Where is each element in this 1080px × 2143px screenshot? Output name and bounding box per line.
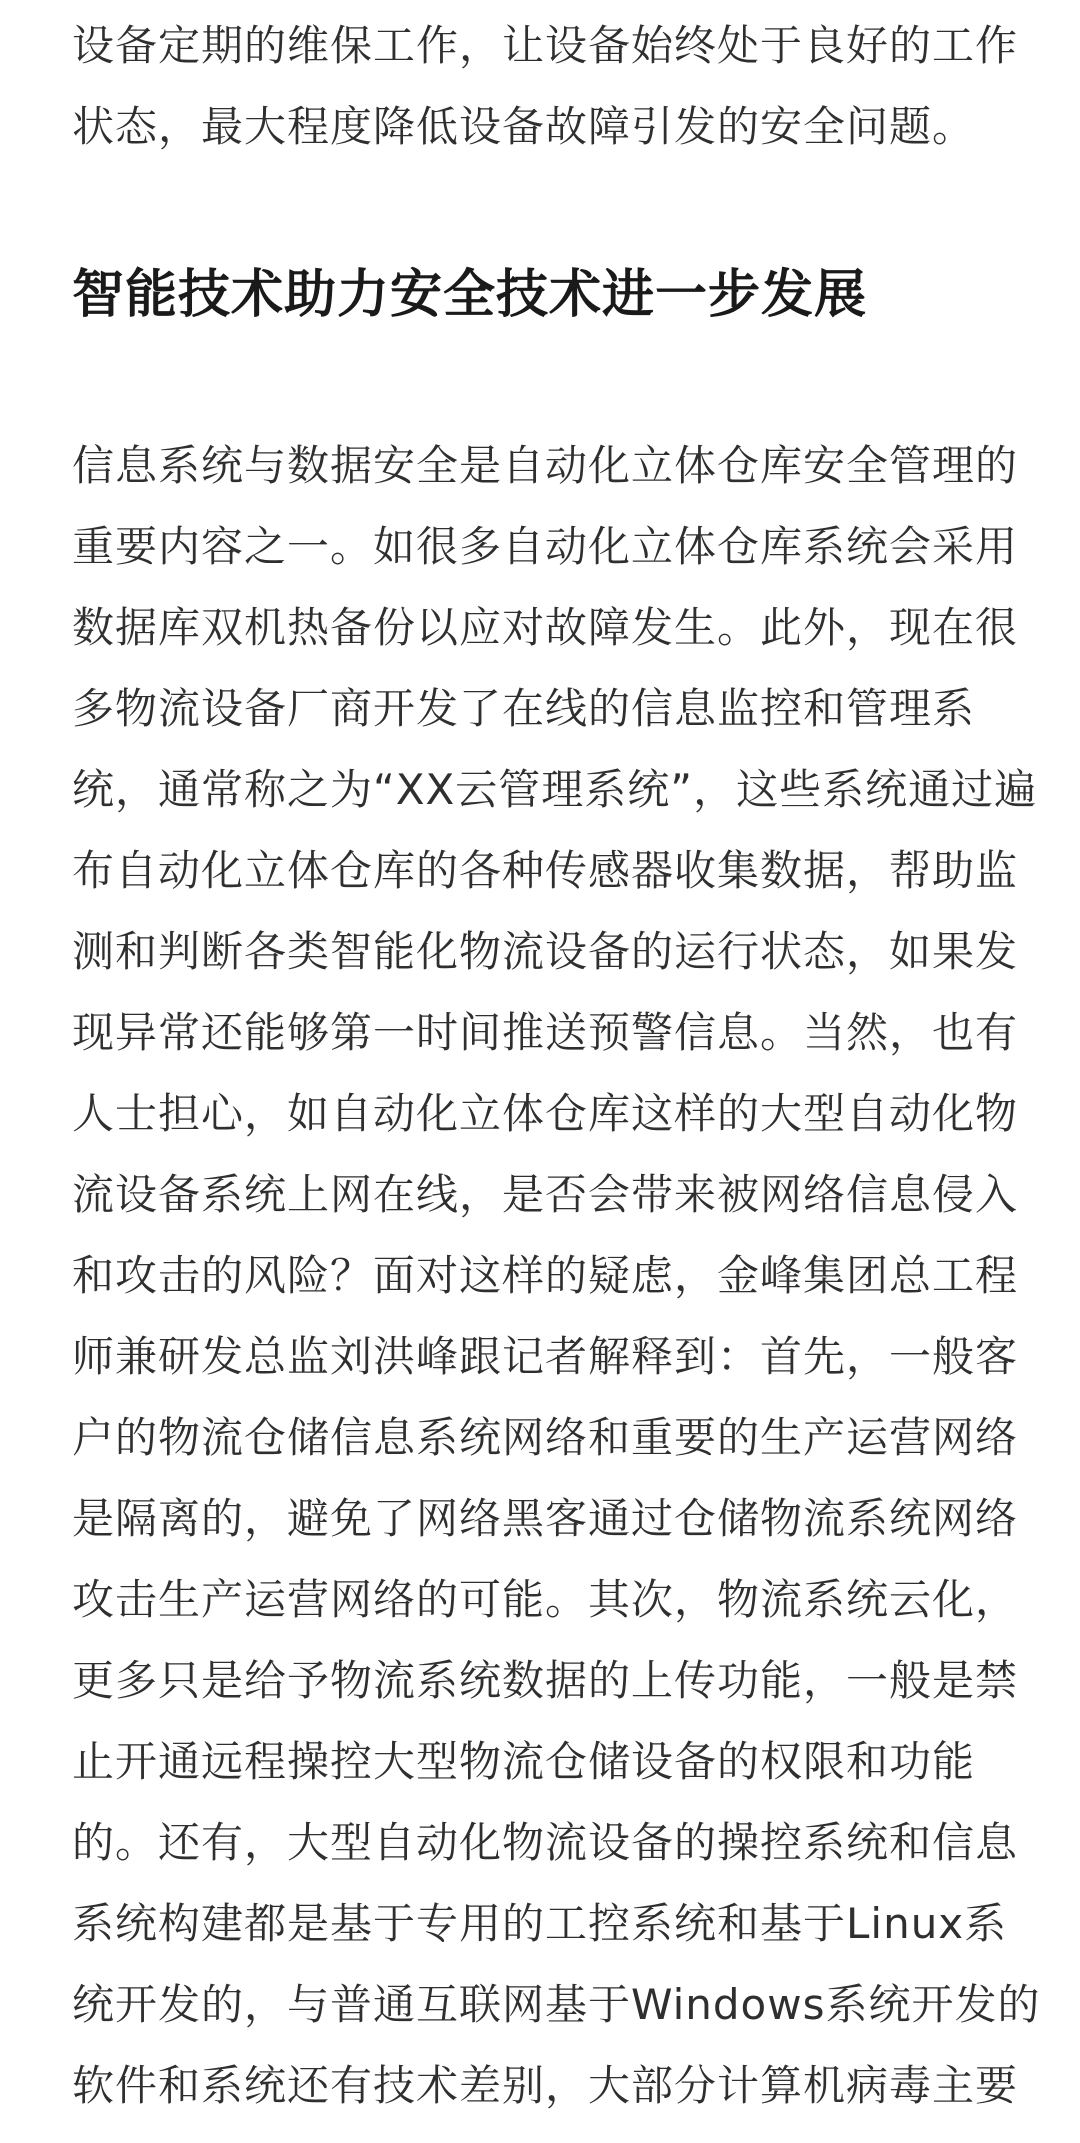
paragraph-main	[72, 425, 1041, 2126]
text-line: 现异常还能够第一时间推送预警信息。当然，也有	[72, 1008, 1019, 1057]
section-heading: 智能技术助力安全技术进一步发展	[72, 265, 868, 325]
text-line: 多物流设备厂商开发了在线的信息监控和管理系	[72, 684, 976, 733]
text-line: 重要内容之一。如很多自动化立体仓库系统会采用	[72, 522, 1019, 571]
text-line: 系统构建都是基于专用的工控系统和基于Linux系	[72, 1899, 1008, 1948]
text-line: 信息系统与数据安全是自动化立体仓库安全管理的	[72, 441, 1019, 490]
text-line: 统开发的，与普通互联网基于Windows系统开发的	[72, 1980, 1041, 2029]
text-line: 户的物流仓储信息系统网络和重要的生产运营网络	[72, 1413, 1019, 1462]
text-line: 更多只是给予物流系统数据的上传功能，一般是禁	[72, 1656, 1019, 1705]
text-line: 人士担心，如自动化立体仓库这样的大型自动化物	[72, 1089, 1019, 1138]
text-line: 是隔离的，避免了网络黑客通过仓储物流系统网络	[72, 1494, 1019, 1543]
text-line: 和攻击的风险？面对这样的疑虑，金峰集团总工程	[72, 1251, 1019, 1300]
text-line: 流设备系统上网在线，是否会带来被网络信息侵入	[72, 1170, 1019, 1219]
paragraph-intro	[72, 5, 1019, 167]
text-line: 的。还有，大型自动化物流设备的操控系统和信息	[72, 1818, 1019, 1867]
text-line: 数据库双机热备份以应对故障发生。此外，现在很	[72, 603, 1019, 652]
text-line: 师兼研发总监刘洪峰跟记者解释到：首先，一般客	[72, 1332, 1019, 1381]
text-line: 止开通远程操控大型物流仓储设备的权限和功能	[72, 1737, 976, 1786]
text-line: 统，通常称之为“XX云管理系统”，这些系统通过遍	[72, 765, 1038, 814]
text-line: 测和判断各类智能化物流设备的运行状态，如果发	[72, 927, 1019, 976]
text-line: 软件和系统还有技术差别，大部分计算机病毒主要	[72, 2061, 1019, 2110]
text-line: 布自动化立体仓库的各种传感器收集数据，帮助监	[72, 846, 1019, 895]
text-line: 状态，最大程度降低设备故障引发的安全问题。	[72, 102, 976, 151]
text-line: 攻击生产运营网络的可能。其次，物流系统云化，	[72, 1575, 1019, 1624]
text-line: 设备定期的维保工作，让设备始终处于良好的工作	[72, 21, 1019, 70]
